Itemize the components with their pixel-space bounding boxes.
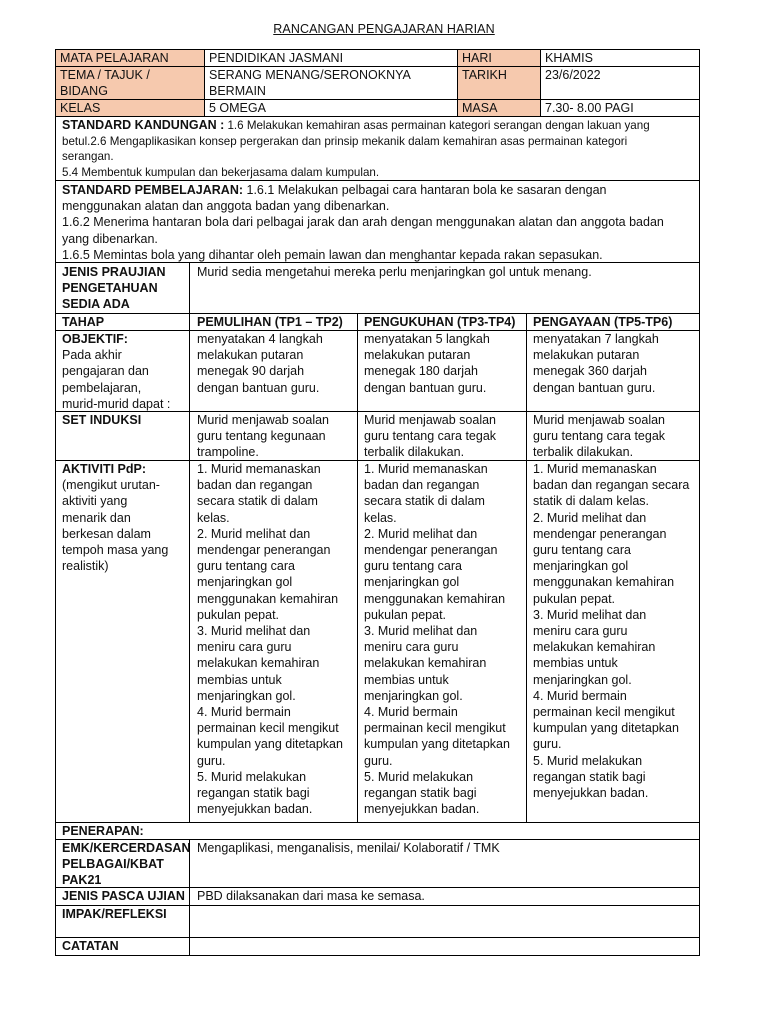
aktiviti-pemulihan: 1. Murid memanaskan badan dan regangan secara statik di dalam kelas. 2. Murid melihat dan mendengar penerangan guru tentang cara menjaringkan gol menggunakan kemahiran pukulan pepat. 3. Murid melihat dan meniru cara guru melakukan kemahiran membias untuk menjaringkan gol. 4. Murid bermain permainan kecil mengikut kumpulan yang ditetapkan guru. 5. Murid melakukan regangan statik bagi menyejukkan badan. xyxy=(197,462,343,817)
objektif-pemulihan: menyatakan 4 langkah melakukan putaran menegak 90 darjah dengan bantuan guru. xyxy=(197,332,323,395)
objektif-pengukuhan: menyatakan 5 langkah melakukan putaran menegak 180 darjah dengan bantuan guru. xyxy=(364,332,490,395)
impak-label: IMPAK/REFLEKSI xyxy=(62,907,167,921)
label-tema: TEMA / TAJUK / BIDANG xyxy=(55,66,205,100)
label-kelas: KELAS xyxy=(55,99,205,117)
praujian-row xyxy=(55,262,700,314)
aktiviti-pengayaan: 1. Murid memanaskan badan dan regangan secara statik di dalam kelas. 2. Murid melihat dan mendengar penerangan guru tentang cara menjaringkan gol menggunakan kemahiran pukulan pepat. 3. Murid melihat dan meniru cara guru melakukan kemahiran membias untuk menjaringkan gol. 4. Murid bermain permainan kecil mengikut kumpulan yang ditetapkan guru. 5. Murid melakukan regangan statik bagi menyejukkan badan. xyxy=(533,462,690,801)
label-tarikh: TARIKH xyxy=(457,66,541,100)
pasca-ujian-value: PBD dilaksanakan dari masa ke semasa. xyxy=(197,889,425,903)
praujian-label: JENIS PRAUJIAN PENGETAHUAN SEDIA ADA xyxy=(62,265,166,312)
aktiviti-sub: (mengikut urutan- aktiviti yang menarik dan berkesan dalam tempoh masa yang realistik) xyxy=(62,478,169,574)
label-masa: MASA xyxy=(457,99,541,117)
standard-kandungan-label: STANDARD KANDUNGAN : xyxy=(62,118,225,132)
objektif-sub: Pada akhir pengajaran dan pembelajaran, murid-murid dapat : xyxy=(62,348,171,411)
label-mata-pelajaran: MATA PELAJARAN xyxy=(55,49,205,67)
set-induksi-pengayaan: Murid menjawab soalan guru tentang cara tegak terbalik dilakukan. xyxy=(533,413,666,460)
aktiviti-pengukuhan: 1. Murid memanaskan badan dan regangan secara statik di dalam kelas. 2. Murid melihat dan mendengar penerangan guru tentang cara menjaringkan gol menggunakan kemahiran pukulan pepat. 3. Murid melihat dan meniru cara guru melakukan kemahiran membias untuk menjaringkan gol. 4. Murid bermain permainan kecil mengikut kumpulan yang ditetapkan guru. 5. Murid melakukan regangan statik bagi menyejukkan badan. xyxy=(364,462,510,817)
value-hari: KHAMIS xyxy=(540,49,700,67)
emk-label: EMK/KERCERDASAN PELBAGAI/KBAT PAK21 xyxy=(62,841,191,888)
praujian-value: Murid sedia mengetahui mereka perlu menjaringkan gol untuk menang. xyxy=(197,265,592,279)
label-hari: HARI xyxy=(457,49,541,67)
standard-pembelajaran-text: 1.6.1 Melakukan pelbagai cara hantaran bola ke sasaran dengan menggunakan alatan dan anggota badan yang dibenarkan. 1.6.2 Menerima hantaran bola dari pelbagai jarak dan arah dengan menggunakan alatan dan anggota badan yang dibenarkan. 1.6.5 Memintas bola yang dihantar oleh pemain lawan dan menghantar kepada rakan sepasukan. xyxy=(62,183,664,262)
standard-pembelajaran-section xyxy=(55,180,700,263)
set-induksi-pengukuhan: Murid menjawab soalan guru tentang cara tegak terbalik dilakukan. xyxy=(364,413,497,460)
standard-pembelajaran-label: STANDARD PEMBELAJARAN: xyxy=(62,183,244,197)
tahap-col-pengayaan: PENGAYAAN (TP5-TP6) xyxy=(533,315,673,329)
set-induksi-label: SET INDUKSI xyxy=(62,413,142,427)
tahap-label: TAHAP xyxy=(62,315,105,329)
objektif-pengayaan: menyatakan 7 langkah melakukan putaran menegak 360 darjah dengan bantuan guru. xyxy=(533,332,659,395)
aktiviti-label: AKTIVITI PdP: xyxy=(62,462,147,476)
catatan-row xyxy=(55,937,700,956)
value-mata-pelajaran: PENDIDIKAN JASMANI xyxy=(204,49,458,67)
value-masa: 7.30- 8.00 PAGI xyxy=(540,99,700,117)
catatan-label: CATATAN xyxy=(62,939,119,953)
standard-kandungan-section xyxy=(55,116,700,181)
objektif-label: OBJEKTIF: xyxy=(62,332,128,346)
penerapan-row xyxy=(55,822,700,840)
set-induksi-pemulihan: Murid menjawab soalan guru tentang kegunaan trampoline. xyxy=(197,413,330,460)
value-tema: SERANG MENANG/SERONOKNYA BERMAIN xyxy=(204,66,458,100)
penerapan-label: PENERAPAN: xyxy=(62,824,144,838)
aktiviti-cell xyxy=(62,461,188,574)
value-tarikh: 23/6/2022 xyxy=(540,66,700,100)
tahap-table xyxy=(55,313,700,823)
tahap-col-pengukuhan: PENGUKUHAN (TP3-TP4) xyxy=(364,315,516,329)
value-kelas: 5 OMEGA xyxy=(204,99,458,117)
objektif-cell xyxy=(62,331,188,412)
tahap-col-pemulihan: PEMULIHAN (TP1 – TP2) xyxy=(197,315,343,329)
pasca-ujian-label: JENIS PASCA UJIAN xyxy=(62,889,185,903)
standard-kandungan-text: 1.6 Melakukan kemahiran asas permainan kategori serangan dengan lakuan yang betul.2.6 Mengaplikasikan konsep pergerakan dan prinsip mekanik dalam kemahiran asas permainan kategori serangan. 5.4 Membentuk kumpulan dan bekerjasama dalam kumpulan. xyxy=(62,119,650,179)
emk-value: Mengaplikasi, menganalisis, menilai/ Kolaboratif / TMK xyxy=(197,841,500,855)
document-title: RANCANGAN PENGAJARAN HARIAN xyxy=(273,22,495,36)
emk-row xyxy=(55,839,700,888)
pasca-ujian-row xyxy=(55,887,700,906)
impak-row xyxy=(55,905,700,938)
